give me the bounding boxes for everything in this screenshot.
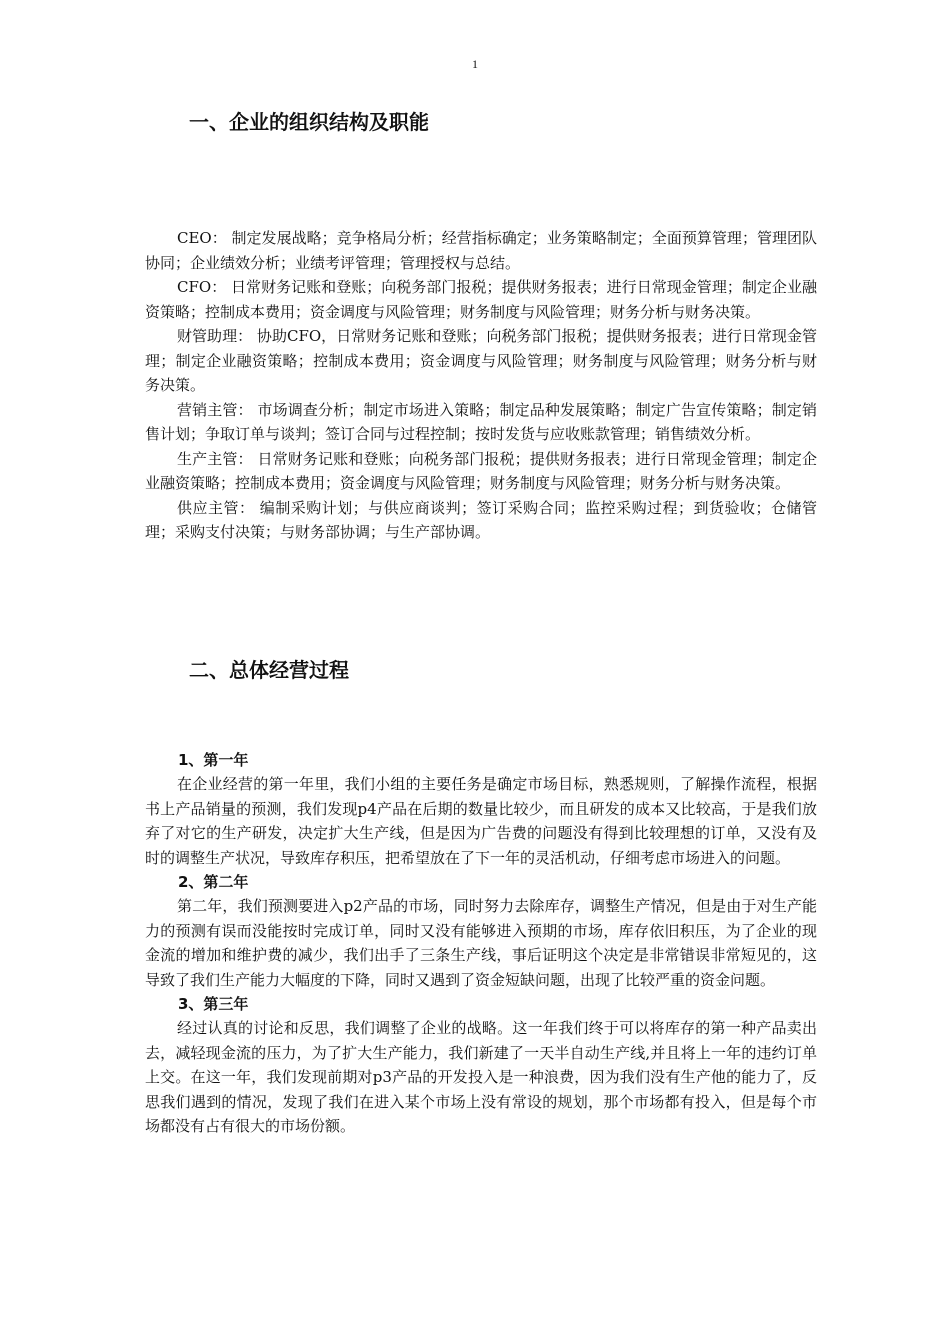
role-ceo: CEO： 制定发展战略；竞争格局分析；经营指标确定；业务策略制定；全面预算管理；管理团队协同；企业绩效分析；业绩考评管理；管理授权与总结。: [145, 229, 817, 272]
year2-heading: 2、第二年: [178, 873, 249, 891]
year3-text: 经过认真的讨论和反思，我们调整了企业的战略。这一年我们终于可以将库存的第一种产品卖出去，减轻现金流的压力，为了扩大生产能力，我们新建了一天半自动生产线,并且将上一年的违约订单上交。在这一年，我们发现前期对p3产品的开发投入是一种浪费，因为我们没有生产他的能力了，反思我们遇到的情况，发现了我们在进入某个市场上没有常设的规划，那个市场都有投入，但是每个市场都没有占有很大的市场份额。: [145, 1019, 817, 1135]
page-number: 1: [472, 57, 478, 71]
year1-heading: 1、第一年: [178, 751, 249, 769]
role-cfo: CFO： 日常财务记账和登账；向税务部门报税；提供财务报表；进行日常现金管理；制定企业融资策略；控制成本费用；资金调度与风险管理；财务制度与风险管理；财务分析与财务决策。: [145, 278, 817, 321]
role-finance-assistant: 财管助理： 协助CFO，日常财务记账和登账；向税务部门报税；提供财务报表；进行日常现金管理；制定企业融资策略；控制成本费用；资金调度与风险管理；财务制度与风险管理；财务分析与财务决策。: [145, 327, 817, 394]
year2-text: 第二年，我们预测要进入p2产品的市场，同时努力去除库存，调整生产情况，但是由于对生产能力的预测有误而没能按时完成订单，同时又没有能够进入预期的市场，库存依旧积压，为了企业的现金流的增加和维护费的减少，我们出手了三条生产线，事后证明这个决定是非常错误非常短见的，这导致了我们生产能力大幅度的下降，同时又遇到了资金短缺问题，出现了比较严重的资金问题。: [145, 897, 817, 989]
year1-text: 在企业经营的第一年里，我们小组的主要任务是确定市场目标，熟悉规则，了解操作流程，根据书上产品销量的预测，我们发现p4产品在后期的数量比较少，而且研发的成本又比较高，于是我们放弃了对它的生产研发，决定扩大生产线，但是因为广告费的问题没有得到比较理想的订单，又没有及时的调整生产状况，导致库存积压，把希望放在了下一年的灵活机动，仔细考虑市场进入的问题。: [145, 775, 817, 867]
section1-title-wrap: [145, 108, 817, 136]
section1-title: 一、企业的组织结构及职能: [189, 110, 429, 134]
section1-roles: [145, 226, 817, 545]
role-marketing-manager: 营销主管： 市场调查分析；制定市场进入策略；制定品种发展策略；制定广告宣传策略；制定销售计划；争取订单与谈判；签订合同与过程控制；按时发货与应收账款管理；销售绩效分析。: [145, 400, 817, 443]
section2-title: 二、总体经营过程: [189, 658, 349, 682]
section2-years: [145, 748, 817, 1139]
year3-heading: 3、第三年: [178, 995, 249, 1013]
role-production-manager: 生产主管： 日常财务记账和登账；向税务部门报税；提供财务报表；进行日常现金管理；制定企业融资策略；控制成本费用；资金调度与风险管理；财务制度与风险管理；财务分析与财务决策。: [145, 449, 817, 492]
section2-title-wrap: [145, 656, 817, 684]
role-supply-manager: 供应主管： 编制采购计划；与供应商谈判；签订采购合同；监控采购过程；到货验收；仓储管理；采购支付决策；与财务部协调；与生产部协调。: [145, 498, 817, 541]
